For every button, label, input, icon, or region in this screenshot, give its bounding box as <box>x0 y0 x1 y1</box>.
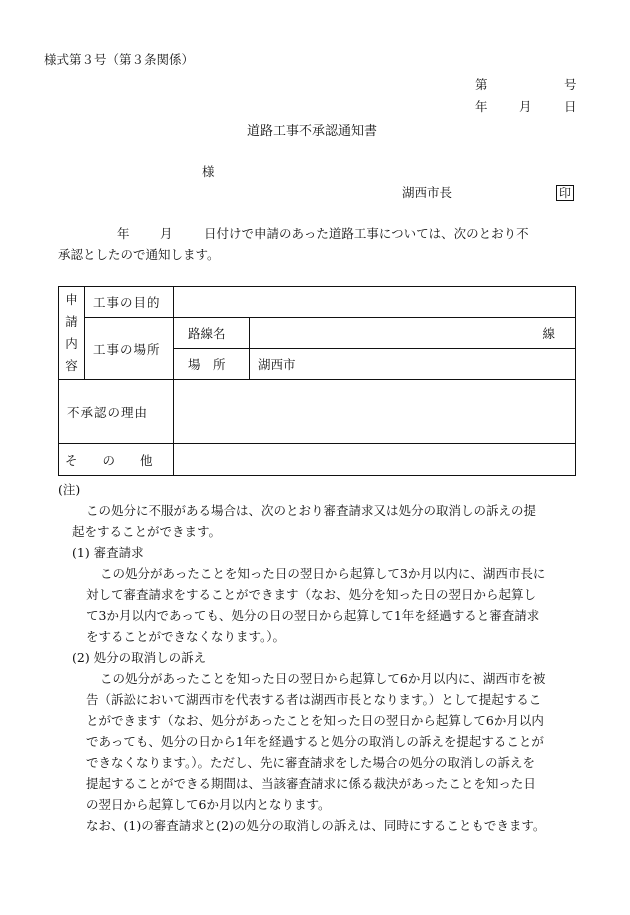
purpose-label: 工事の目的 <box>85 287 174 318</box>
body-month: 月 <box>160 226 173 241</box>
purpose-value <box>174 287 576 318</box>
notes-item2-title: (2) 処分の取消しの訴え <box>72 650 207 665</box>
notes-closing: なお、(1)の審査請求と(2)の処分の取消しの訴えは、同時にすることもできます。 <box>86 818 546 833</box>
notes-item2-line3: とができます（なお、処分があったことを知った日の翌日から起算して6か月以内 <box>86 713 544 728</box>
notes-item2-line4: であっても、処分の日から1年を経過すると処分の取消しの訴えを提起することが <box>86 734 544 749</box>
notes-item1-line4: をすることができなくなります。）。 <box>86 629 286 644</box>
date-day: 日 <box>564 99 577 114</box>
notes-item1-line1: この処分があったことを知った日の翌日から起算して3か月以内に、湖西市長に <box>100 566 546 581</box>
notes-item1-line2: 対して審査請求をすることができます（なお、処分を知った日の翌日から起算し <box>86 587 537 602</box>
notes-item2-line1: この処分があったことを知った日の翌日から起算して6か月以内に、湖西市を被 <box>100 671 546 686</box>
date-year: 年 <box>475 99 488 114</box>
place-value: 湖西市 <box>250 349 576 380</box>
doc-no-prefix: 第 <box>475 77 488 92</box>
application-table <box>58 286 576 476</box>
document-title: 道路工事不承認通知書 <box>247 124 378 139</box>
notes-item2-line5: できなくなります。）。ただし、先に審査請求をした場合の処分の取消しの訴えを <box>86 755 536 770</box>
date-month: 月 <box>519 99 532 114</box>
form-number: 様式第３号（第３条関係） <box>44 52 195 67</box>
body-year: 年 <box>117 226 130 241</box>
body-line-1: 日付けで申請のあった道路工事については、次のとおり不 <box>204 226 529 241</box>
body-line-2: 承認としたので通知します。 <box>58 247 220 262</box>
notes-intro-1: この処分に不服がある場合は、次のとおり審査請求又は処分の取消しの訴えの提 <box>86 503 537 518</box>
doc-no-suffix: 号 <box>564 77 577 92</box>
route-label: 路線名 <box>174 318 250 349</box>
notes-item1-line3: て3か月以内であっても、処分の日の翌日から起算して1年を経過すると審査請求 <box>86 608 540 623</box>
application-content-vertical-label: 申 請 内 容 <box>59 287 85 380</box>
place-label: 場 所 <box>174 349 250 380</box>
notes-intro-2: 起をすることができます。 <box>72 524 222 539</box>
notes-item1-title: (1) 審査請求 <box>72 545 144 560</box>
notes-item2-line2: 告（訴訟において湖西市を代表する者は湖西市長となります。）として提起するこ <box>86 692 542 707</box>
location-label: 工事の場所 <box>85 318 174 380</box>
reason-label: 不承認の理由 <box>59 380 174 444</box>
reason-value <box>174 380 576 444</box>
sender-name: 湖西市長 <box>402 185 453 200</box>
seal-mark: 印 <box>556 185 574 201</box>
notes-item2-line6: 提起することができる期間は、当該審査請求に係る裁決があったことを知った日 <box>86 776 536 791</box>
notes-item2-line7: の翌日から起算して6か月以内となります。 <box>86 797 331 812</box>
addressee-suffix: 様 <box>202 164 215 179</box>
route-suffix: 線 <box>250 318 576 349</box>
other-label: そ の 他 <box>59 444 174 476</box>
notes-heading: (注) <box>58 482 81 497</box>
other-value <box>174 444 576 476</box>
